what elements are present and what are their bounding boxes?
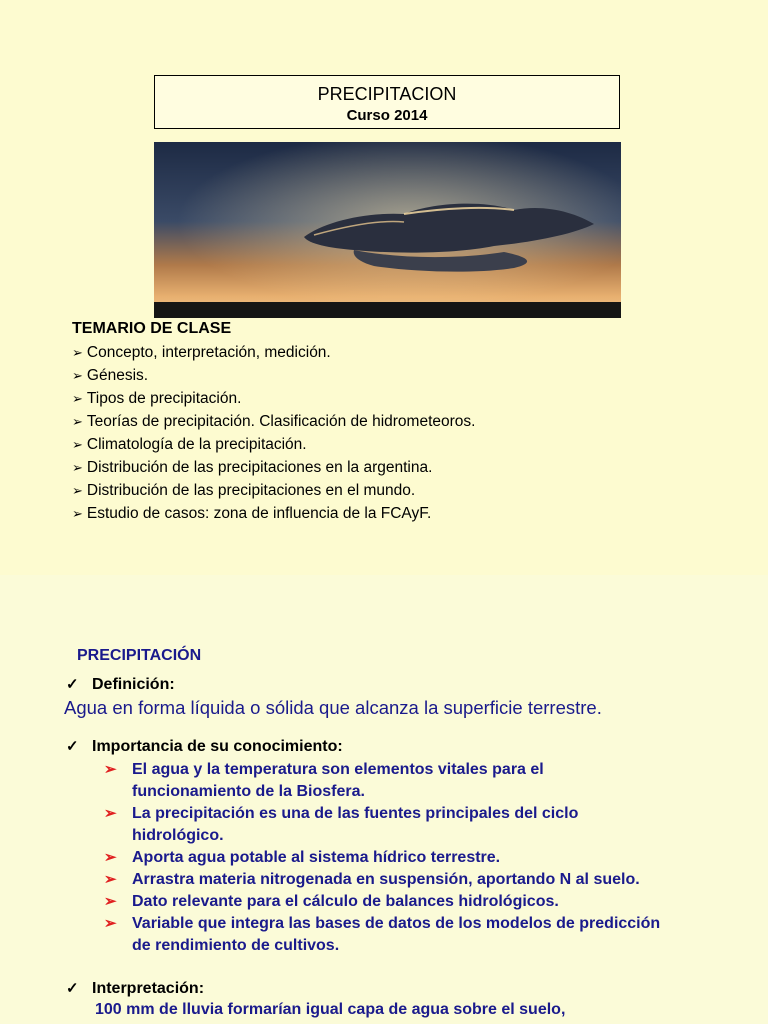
- arrow-bullet-icon: ➢: [72, 460, 83, 475]
- list-item: ➢ Génesis.: [72, 364, 475, 387]
- checkmark-icon: ✓: [66, 676, 79, 693]
- interpretacion-text: 100 mm de lluvia formarían igual capa de agua sobre el suelo,: [95, 1001, 566, 1018]
- list-item: ➢ Variable que integra las bases de datos de los modelos de predicción de rendimiento de cultivos.: [104, 913, 664, 957]
- arrow-bullet-icon: ➢: [72, 437, 83, 452]
- temario-section: [72, 320, 475, 525]
- list-item: ➢ Teorías de precipitación. Clasificación de hidrometeoros.: [72, 410, 475, 433]
- checkmark-icon: ✓: [66, 980, 79, 997]
- title-box: [154, 75, 620, 129]
- importancia-label: Importancia de su conocimiento:: [92, 738, 343, 755]
- arrow-bullet-icon: ➢: [72, 483, 83, 498]
- arrow-bullet-icon: ➢: [72, 391, 83, 406]
- list-item: ➢ Concepto, interpretación, medición.: [72, 341, 475, 364]
- arrow-bullet-icon: ➢: [72, 345, 83, 360]
- definicion-row: [0, 675, 175, 694]
- interpretacion-label: Interpretación:: [92, 980, 205, 997]
- list-item: ➢ Distribución de las precipitaciones en la argentina.: [72, 456, 475, 479]
- list-item: ➢ Tipos de precipitación.: [72, 387, 475, 410]
- interpretacion-row: [0, 979, 204, 998]
- list-item: ➢ Arrastra materia nitrogenada en suspensión, aportando N al suelo.: [104, 869, 764, 891]
- checkmark-icon: ✓: [66, 738, 79, 755]
- importancia-list: [104, 759, 764, 957]
- temario-list: [72, 341, 475, 525]
- arrow-bullet-icon: ➢: [104, 849, 117, 866]
- list-item: ➢ Aporta agua potable al sistema hídrico terrestre.: [104, 847, 744, 869]
- list-item: ➢ Climatología de la precipitación.: [72, 433, 475, 456]
- arrow-bullet-icon: ➢: [72, 414, 83, 429]
- list-item: ➢ La precipitación es una de las fuentes principales del ciclo hidrológico.: [104, 803, 664, 847]
- arrow-bullet-icon: ➢: [104, 915, 117, 932]
- list-item: ➢ El agua y la temperatura son elementos vitales para el funcionamiento de la Biosfera.: [104, 759, 664, 803]
- slide-2: [0, 575, 768, 1024]
- slide-title: PRECIPITACION: [317, 84, 457, 104]
- definicion-text: Agua en forma líquida o sólida que alcanza la superficie terrestre.: [64, 697, 602, 718]
- list-item: ➢ Dato relevante para el cálculo de balances hidrológicos.: [104, 891, 764, 913]
- list-item: ➢ Distribución de las precipitaciones en el mundo.: [72, 479, 475, 502]
- arrow-bullet-icon: ➢: [72, 368, 83, 383]
- arrow-bullet-icon: ➢: [72, 506, 83, 521]
- importancia-row: [0, 737, 343, 756]
- slide-title: PRECIPITACIÓN: [77, 647, 202, 664]
- arrow-bullet-icon: ➢: [104, 893, 117, 910]
- list-item: ➢ Estudio de casos: zona de influencia de la FCAyF.: [72, 502, 475, 525]
- sunset-sky-photo: [154, 142, 621, 318]
- temario-title: TEMARIO DE CLASE: [72, 320, 232, 337]
- slide-subtitle: Curso 2014: [346, 107, 428, 124]
- definicion-label: Definición:: [92, 676, 175, 693]
- arrow-bullet-icon: ➢: [104, 805, 117, 822]
- arrow-bullet-icon: ➢: [104, 761, 117, 778]
- arrow-bullet-icon: ➢: [104, 871, 117, 888]
